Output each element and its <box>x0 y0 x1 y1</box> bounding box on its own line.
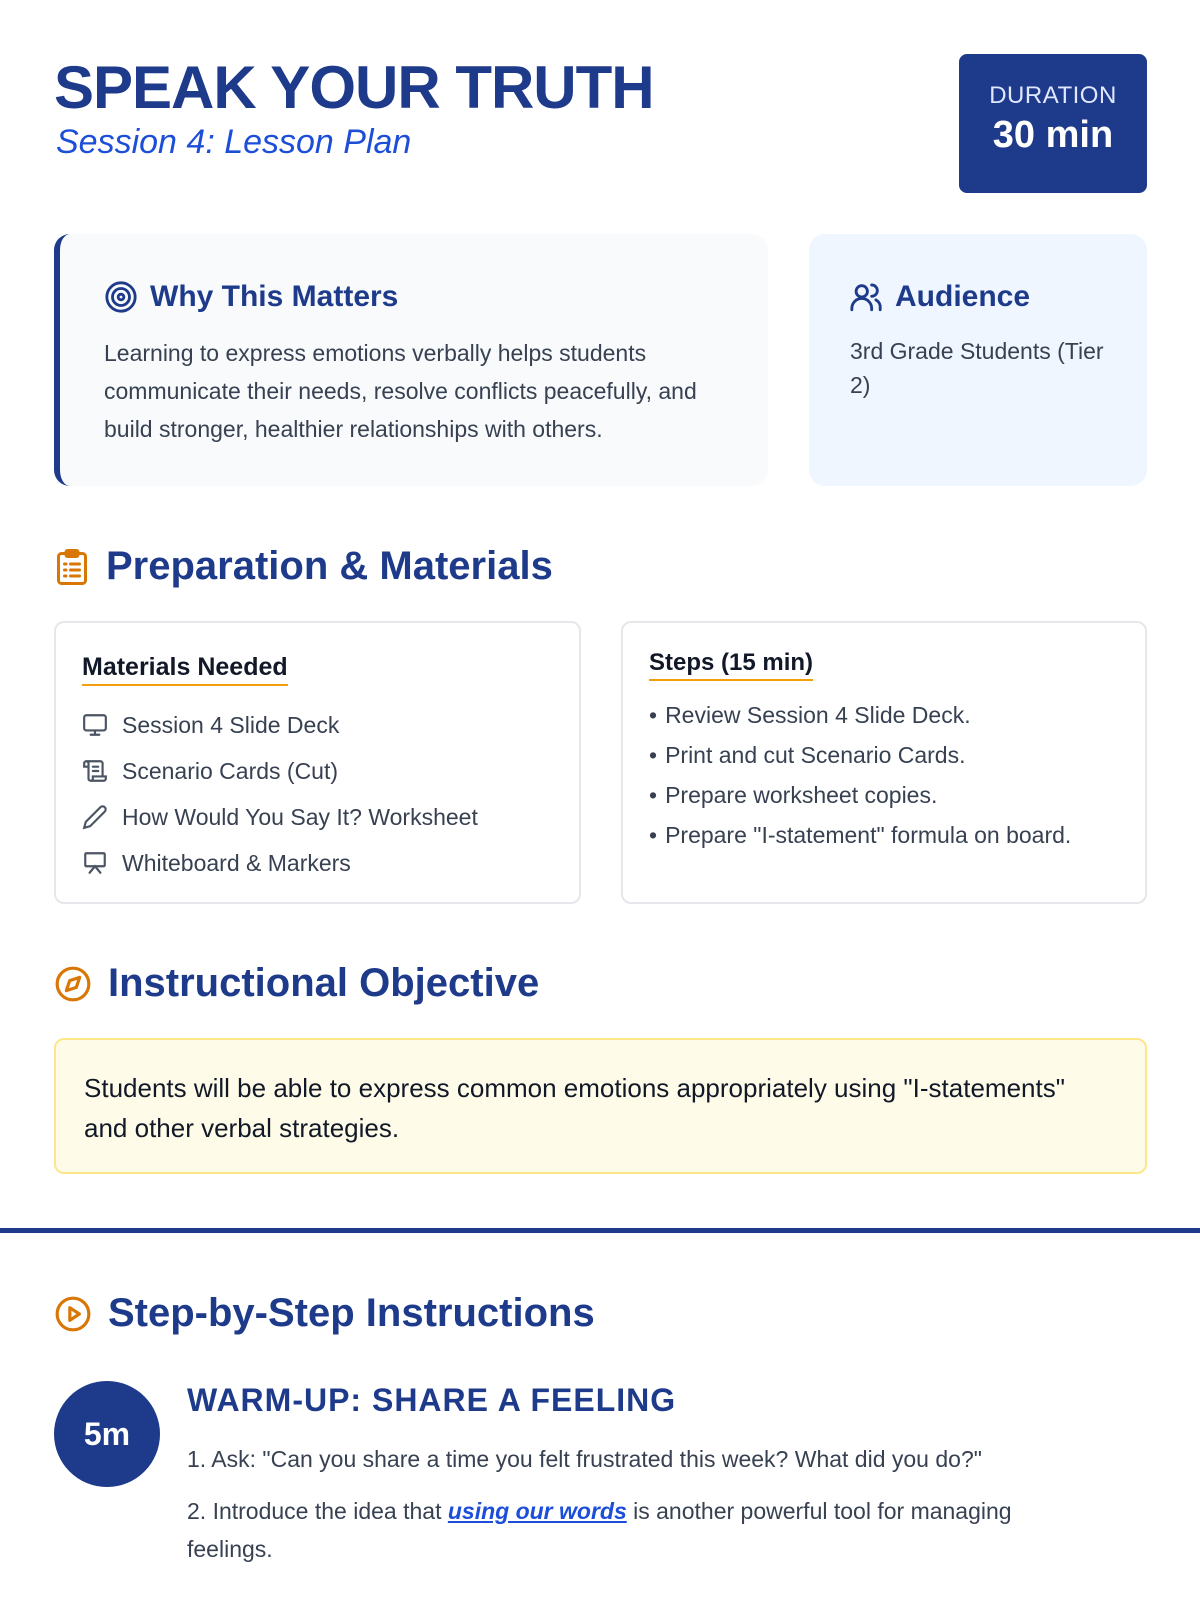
instructions-heading: Step-by-Step Instructions <box>108 1291 595 1335</box>
audience-body: 3rd Grade Students (Tier 2) <box>850 338 1104 398</box>
prep-steps-title: Steps (15 min) <box>649 649 813 681</box>
duration-value: 30 min <box>992 114 1114 156</box>
monitor-icon <box>82 712 108 738</box>
why-body: Learning to express emotions verbally helps students communicate their needs, resolve conflicts peacefully, and build stronger, healthier relationships with others. <box>104 340 697 442</box>
target-icon <box>104 280 138 314</box>
materials-list <box>82 702 553 886</box>
preparation-heading: Preparation & Materials <box>106 544 553 588</box>
list-item: Session 4 Slide Deck <box>82 702 553 748</box>
presentation-icon <box>82 850 108 876</box>
objective-text: Students will be able to express common emotions appropriately using "I-statements" and other verbal strategies. <box>84 1073 1065 1143</box>
list-item: • Print and cut Scenario Cards. <box>649 735 1119 775</box>
objective-section-header <box>54 961 539 1006</box>
audience-heading: Audience <box>895 280 1031 313</box>
objective-heading: Instructional Objective <box>108 961 540 1005</box>
objective-box <box>54 1038 1147 1174</box>
clipboard-icon <box>54 547 90 587</box>
list-item: Whiteboard & Markers <box>82 840 553 886</box>
step-line-1: 1. Ask: "Can you share a time you felt frustrated this week? What did you do?" <box>187 1446 982 1472</box>
page-title: SPEAK YOUR TRUTH <box>54 54 654 121</box>
list-item: Scenario Cards (Cut) <box>82 748 553 794</box>
step-duration-badge: 5m <box>54 1381 160 1487</box>
scroll-icon <box>82 758 108 784</box>
using-our-words-link[interactable]: using our words <box>447 1498 627 1524</box>
page-subtitle: Session 4: Lesson Plan <box>56 123 412 161</box>
compass-icon <box>54 965 92 1003</box>
section-divider <box>0 1228 1200 1233</box>
why-this-matters-card <box>54 234 768 486</box>
materials-title: Materials Needed <box>82 653 288 686</box>
instructions-section-header <box>54 1291 595 1336</box>
list-item: • Prepare worksheet copies. <box>649 775 1119 815</box>
step-title: WARM-UP: SHARE A FEELING <box>187 1382 677 1418</box>
list-item: • Prepare "I-statement" formula on board. <box>649 815 1119 855</box>
list-item: How Would You Say It? Worksheet <box>82 794 553 840</box>
duration-badge <box>959 54 1147 193</box>
prep-steps-list <box>649 695 1119 855</box>
play-circle-icon <box>54 1295 92 1333</box>
step-line-2: 2. Introduce the idea that using our words is another powerful tool for managing feelings. <box>187 1498 1012 1562</box>
audience-card <box>809 234 1147 486</box>
prep-steps-box <box>621 621 1147 904</box>
users-icon <box>849 280 883 314</box>
why-heading: Why This Matters <box>150 280 399 313</box>
duration-label: DURATION <box>989 82 1117 109</box>
preparation-section-header <box>54 544 553 589</box>
materials-box <box>54 621 581 904</box>
list-item: • Review Session 4 Slide Deck. <box>649 695 1119 735</box>
pencil-icon <box>82 804 108 830</box>
